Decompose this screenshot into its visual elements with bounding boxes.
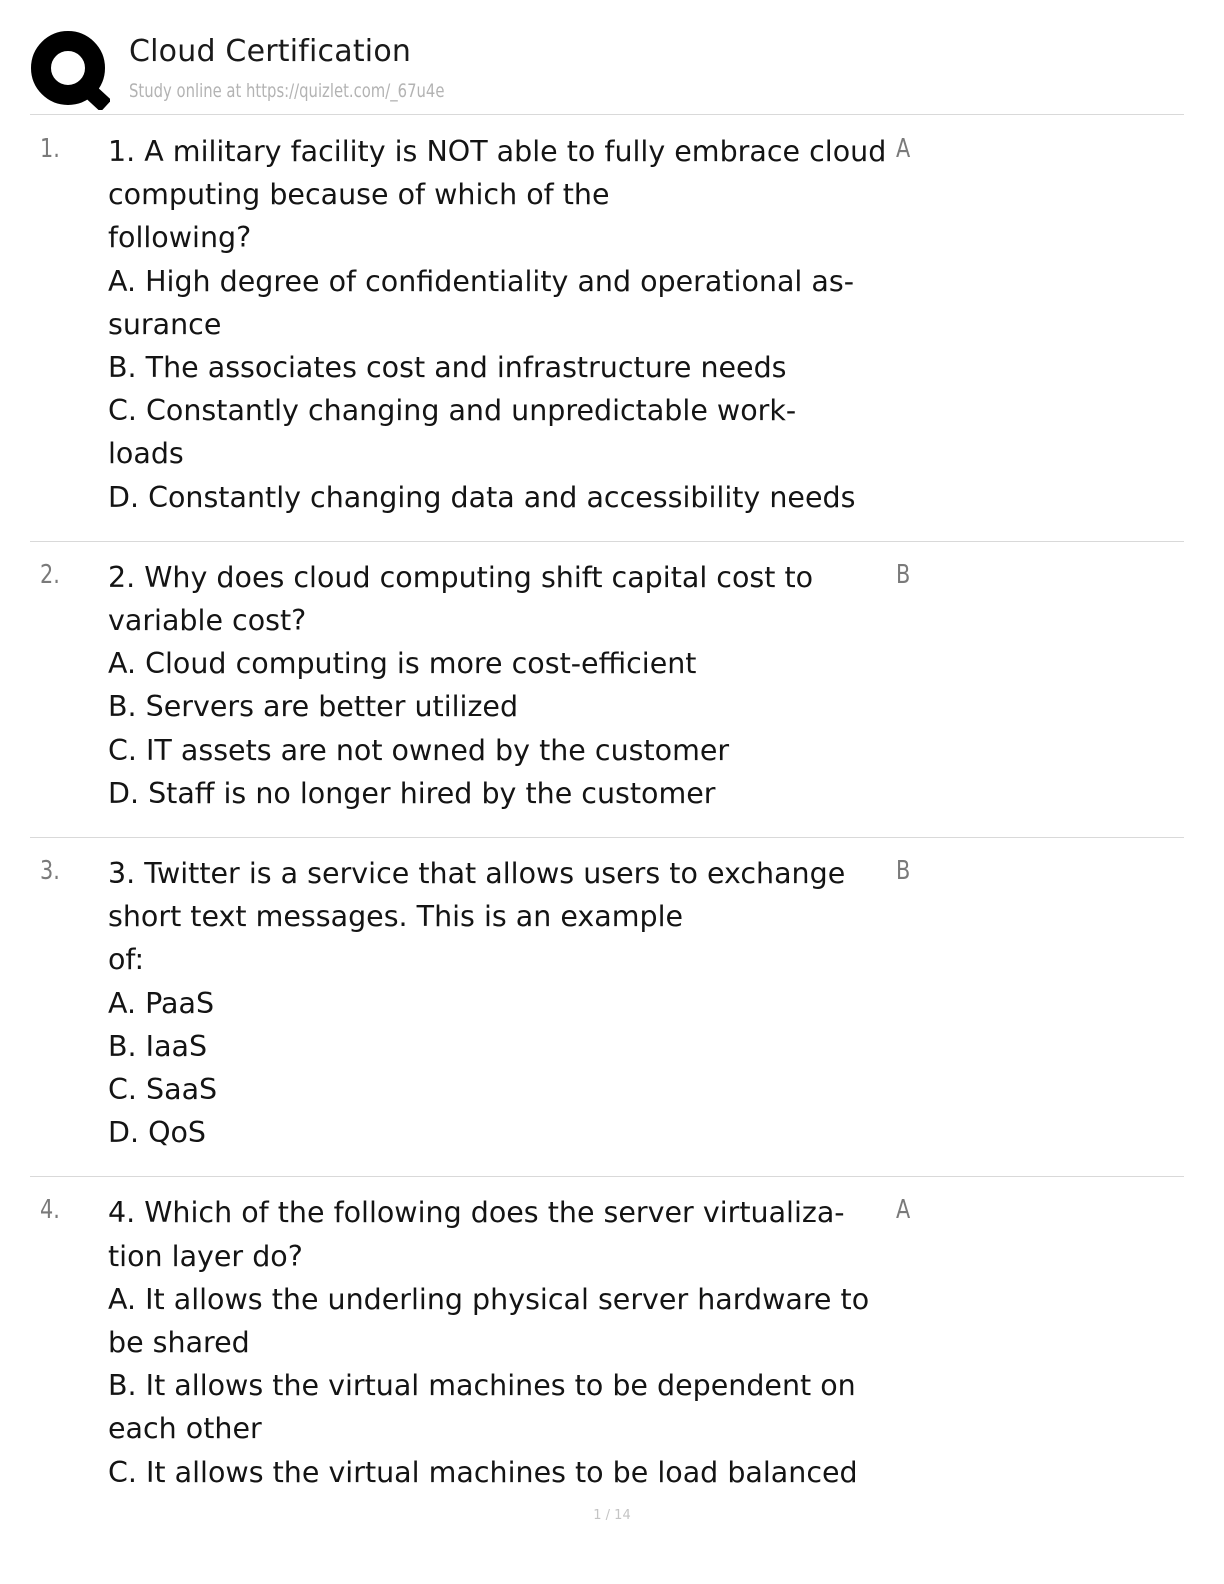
answer-label: B — [896, 559, 911, 590]
answer-label: B — [896, 856, 911, 887]
question-line: 4. Which of the following does the server virtualiza- — [108, 1196, 845, 1230]
option-line: C. It allows the virtual machines to be load balanced — [108, 1455, 858, 1489]
option-line: A. Cloud computing is more cost-efficient — [108, 647, 697, 681]
question-number: 2. — [40, 559, 60, 590]
quizlet-logo-icon — [30, 30, 110, 110]
question-line: 2. Why does cloud computing shift capital cost to — [108, 560, 814, 594]
question-line: following? — [108, 221, 252, 255]
question-line: 3. Twitter is a service that allows users to exchange — [108, 857, 846, 891]
option-line: loads — [108, 437, 184, 471]
question-number: 3. — [40, 856, 60, 887]
question-text — [108, 556, 911, 815]
question-text — [108, 1191, 911, 1493]
option-line: C. SaaS — [108, 1073, 218, 1107]
option-line: A. PaaS — [108, 986, 215, 1020]
question-number: 1. — [40, 134, 60, 164]
question-line: tion layer do? — [108, 1239, 303, 1273]
option-line: C. IT assets are not owned by the customer — [108, 733, 730, 767]
study-link-text: Study online at https://quizlet.com/_67u4e — [129, 80, 445, 102]
question-list — [30, 116, 1184, 1516]
page-title: Cloud Certification — [129, 34, 412, 69]
question-number: 4. — [40, 1195, 60, 1226]
option-line: each other — [108, 1412, 262, 1446]
answer-label: A — [896, 1195, 911, 1226]
answer-label: A — [896, 134, 911, 164]
page-number: 1 / 14 — [593, 1508, 631, 1523]
question-line: 1. A military facility is NOT able to fully embrace cloud — [108, 135, 887, 168]
question-card — [30, 116, 1184, 542]
page-header — [30, 28, 1184, 115]
option-line: B. It allows the virtual machines to be dependent on — [108, 1369, 856, 1403]
question-card — [30, 838, 1184, 1177]
question-line: computing because of which of the — [108, 178, 610, 212]
option-line: be shared — [108, 1326, 250, 1360]
question-card — [30, 1177, 1184, 1515]
option-line: A. It allows the underling physical server hardware to — [108, 1282, 870, 1316]
option-line: D. Staff is no longer hired by the customer — [108, 776, 716, 810]
option-line: A. High degree of confidentiality and operational as- — [108, 264, 854, 298]
question-line: short text messages. This is an example — [108, 900, 684, 934]
question-line: of: — [108, 943, 145, 977]
option-line: B. Servers are better utilized — [108, 690, 519, 724]
question-card — [30, 542, 1184, 838]
option-line: D. QoS — [108, 1116, 207, 1150]
option-line: C. Constantly changing and unpredictable work- — [108, 394, 797, 428]
option-line: B. IaaS — [108, 1029, 208, 1063]
option-line: B. The associates cost and infrastructure needs — [108, 351, 787, 385]
question-text — [108, 852, 911, 1154]
question-line: variable cost? — [108, 604, 307, 638]
question-text — [108, 130, 911, 519]
option-line: surance — [108, 307, 222, 341]
option-line: D. Constantly changing data and accessibility needs — [108, 480, 856, 514]
